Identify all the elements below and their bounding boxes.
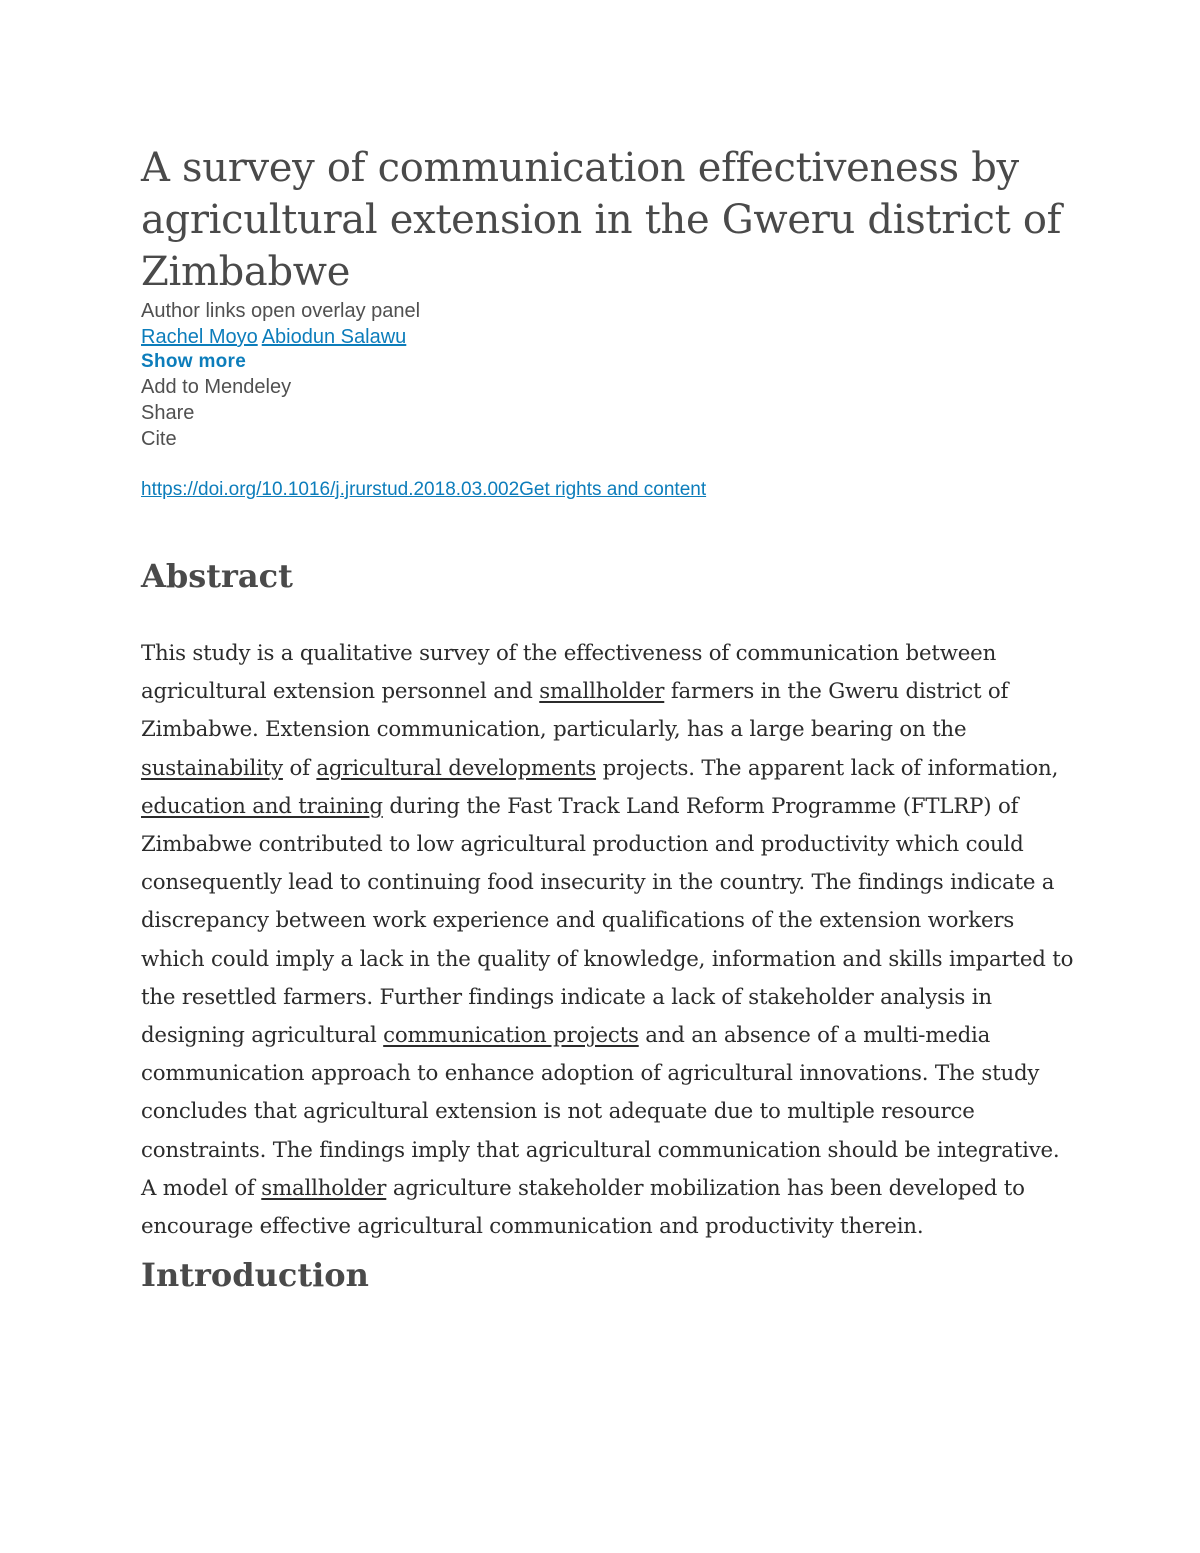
- cite-button[interactable]: Cite: [141, 428, 177, 450]
- abstract-text: projects. The apparent lack of information,: [596, 755, 1059, 781]
- article-page: [141, 142, 1081, 1296]
- abstract-text: of: [282, 755, 317, 781]
- keyword-link-agricultural-developments[interactable]: agricultural developments: [316, 755, 597, 781]
- add-to-mendeley-button[interactable]: Add to Mendeley: [141, 376, 292, 398]
- abstract-text: agriculture stakeholder mobilization has been developed to encourage effective agricultural communication and productivity therein.: [141, 1175, 1025, 1240]
- author-links-label: Author links open overlay panel: [141, 300, 421, 322]
- share-button[interactable]: Share: [141, 402, 195, 424]
- abstract-body: [141, 635, 1081, 1246]
- author-link-abiodun-salawu[interactable]: Abiodun Salawu: [261, 326, 407, 348]
- article-meta: [141, 298, 1081, 503]
- abstract-text: and an absence of a multi-media communication approach to enhance adoption of agricultural innovations. The study concludes that agricultural extension is not adequate due to multiple resource constraints. The findings imply that agricultural communication should be integrative. A model of: [141, 1023, 1060, 1201]
- abstract-text: farmers in the Gweru district of Zimbabwe. Extension communication, particularly, has a large bearing on the: [141, 679, 1009, 743]
- introduction-heading: Introduction: [141, 1256, 369, 1295]
- abstract-text: This study is a qualitative survey of the effectiveness of communication between agricultural extension personnel and: [141, 641, 997, 705]
- keyword-link-education-and-training[interactable]: education and training: [141, 793, 383, 819]
- doi-link[interactable]: https://doi.org/10.1016/j.jrurstud.2018.03.002: [141, 479, 520, 500]
- keyword-link-sustainability[interactable]: sustainability: [141, 755, 283, 781]
- article-title: A survey of communication effectiveness by agricultural extension in the Gweru district of Zimbabwe: [141, 145, 1062, 295]
- keyword-link-smallholder[interactable]: smallholder: [261, 1175, 387, 1201]
- keyword-link-smallholder[interactable]: smallholder: [539, 679, 665, 705]
- doi-line: [141, 477, 1081, 503]
- get-rights-link[interactable]: Get rights and content: [519, 479, 707, 500]
- show-more-button[interactable]: Show more: [141, 351, 247, 372]
- abstract-text: during the Fast Track Land Reform Programme (FTLRP) of Zimbabwe contributed to low agricultural production and productivity which could consequently lead to continuing food insecurity in the country. The findings indicate a discrepancy between work experience and qualifications of the extension workers which could imply a lack in the quality of knowledge, information and skills imparted to the resettled farmers. Further findings indicate a lack of stakeholder analysis in designing agricultural: [141, 793, 1074, 1049]
- abstract-heading: Abstract: [141, 557, 293, 595]
- author-link-rachel-moyo[interactable]: Rachel Moyo: [141, 326, 258, 348]
- keyword-link-communication-projects[interactable]: communication projects: [383, 1023, 639, 1049]
- author-list: [141, 324, 1081, 350]
